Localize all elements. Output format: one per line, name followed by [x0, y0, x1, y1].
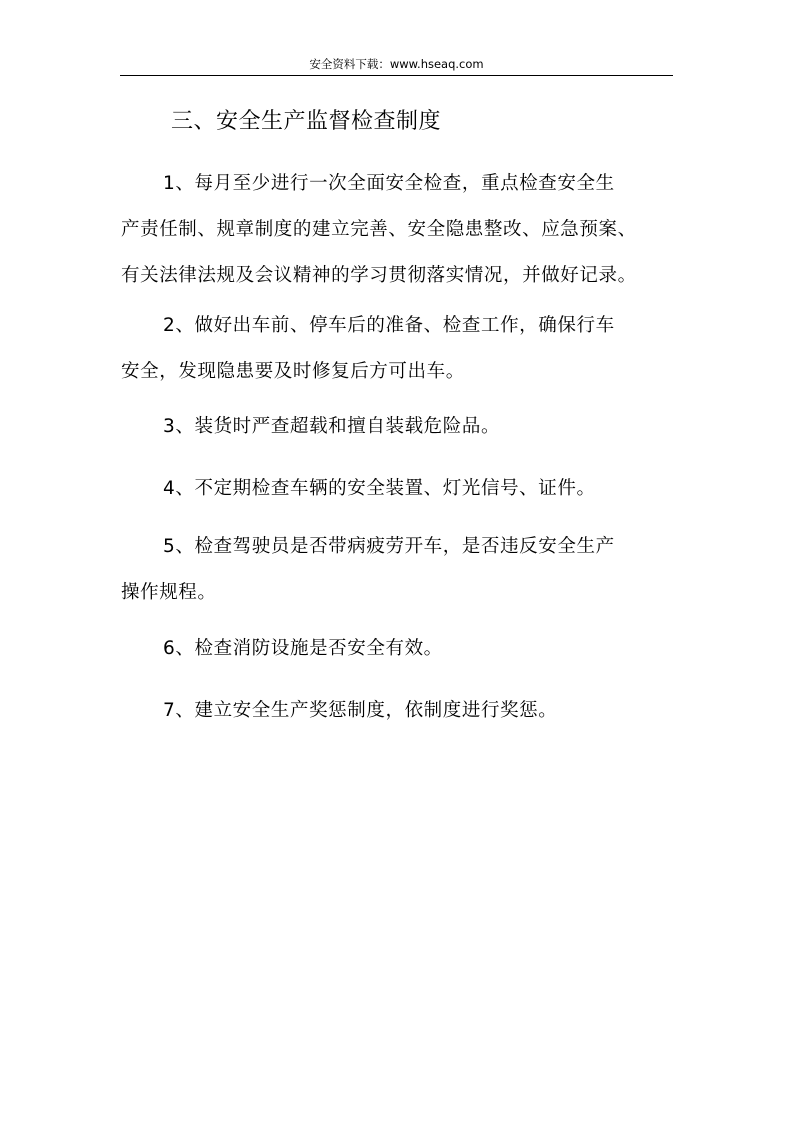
- paragraph-6: [121, 626, 681, 672]
- section-title: 三、安全生产监督检查制度: [171, 109, 442, 134]
- paragraph-7: [121, 688, 681, 734]
- paragraph-line: 产责任制、规章制度的建立完善、安全隐患整改、应急预案、: [121, 219, 637, 240]
- paragraph-4: [121, 466, 681, 512]
- paragraph-2: [121, 303, 681, 395]
- paragraph-line: 安全，发现隐患要及时修复后方可出车。: [121, 361, 465, 382]
- page-header: 安全资料下载：www.hseaq.com: [309, 57, 484, 71]
- paragraph-line: 有关法律法规及会议精神的学习贯彻落实情况，并做好记录。: [121, 265, 637, 286]
- paragraph-line: 6、检查消防设施是否安全有效。: [163, 638, 443, 659]
- paragraph-line: 2、做好出车前、停车后的准备、检查工作，确保行车: [163, 315, 615, 336]
- paragraph-1: [121, 161, 681, 299]
- paragraph-line: 1、每月至少进行一次全面安全检查，重点检查安全生: [163, 173, 615, 194]
- paragraph-3: [121, 404, 681, 450]
- paragraph-line: 4、不定期检查车辆的安全装置、灯光信号、证件。: [163, 478, 596, 499]
- paragraph-line: 3、装货时严查超载和擅自装载危险品。: [163, 416, 501, 437]
- paragraph-line: 操作规程。: [121, 582, 217, 603]
- header-divider: [120, 75, 673, 76]
- paragraph-line: 5、检查驾驶员是否带病疲劳开车，是否违反安全生产: [163, 536, 615, 557]
- paragraph-line: 7、建立安全生产奖惩制度，依制度进行奖惩。: [163, 700, 558, 721]
- paragraph-5: [121, 524, 681, 616]
